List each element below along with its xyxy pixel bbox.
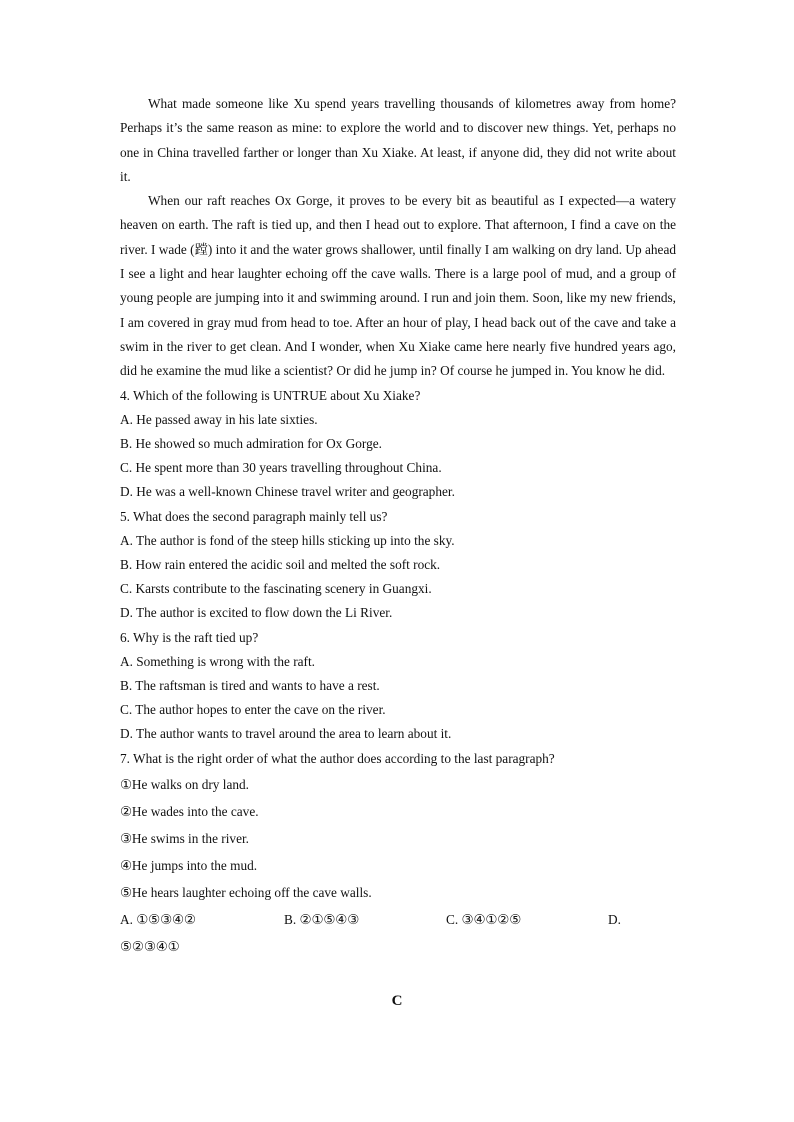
passage-paragraph-2: When our raft reaches Ox Gorge, it proves to be every bit as beautiful as I expected—a watery heaven on earth. The raft is tied up, and then I head out to explore. That afternoon, I find a cave on the river. I wade (蹚) into it and the water grows shallower, until finally I am walking on dry land. Up ahead I see a light and hear laughter echoing off the cave walls. There is a large pool of mud, and a group of young people are jumping into it and swimming around. I run and join them. Soon, like my new friends, I am covered in gray mud from head to toe. After an hour of play, I head back out of the cave and take a swim in the river to get clean. And I wonder, when Xu Xiake came here nearly five hundred years ago, did he examine the mud like a scientist? Or did he jump in? Of course he jumped in. You know he did.: [120, 193, 676, 379]
option-a: A. The author is fond of the steep hills sticking up into the sky.: [120, 532, 455, 548]
section-heading: C: [391, 993, 403, 1009]
answer-option-c: C. ③④①②⑤: [446, 912, 522, 928]
option-c: C. The author hopes to enter the cave on the river.: [120, 702, 386, 718]
question-5: [120, 505, 676, 626]
step-1: ①He walks on dry land.: [120, 776, 249, 792]
question-7: [120, 747, 676, 961]
step-4: ④He jumps into the mud.: [120, 858, 258, 874]
option-d: D. The author is excited to flow down the Li River.: [120, 605, 393, 621]
answer-option-d-label: D.: [608, 912, 621, 928]
option-b: B. The raftsman is tired and wants to have a rest.: [120, 678, 380, 693]
answer-option-b: B. ②①⑤④③: [284, 912, 360, 928]
question-stem: 5. What does the second paragraph mainly tell us?: [120, 508, 388, 524]
option-b: B. How rain entered the acidic soil and melted the soft rock.: [120, 556, 441, 572]
option-b: B. He showed so much admiration for Ox Gorge.: [120, 435, 382, 451]
option-c: C. Karsts contribute to the fascinating scenery in Guangxi.: [120, 581, 432, 597]
option-c: C. He spent more than 30 years travelling throughout China.: [120, 460, 442, 476]
step-2: ②He wades into the cave.: [120, 803, 259, 819]
question-4: [120, 384, 676, 505]
question-6: [120, 626, 676, 747]
step-list: [120, 771, 676, 906]
step-3: ③He swims in the river.: [120, 831, 249, 846]
step-5: ⑤He hears laughter echoing off the cave walls.: [120, 885, 372, 901]
question-stem: 7. What is the right order of what the author does according to the last paragraph?: [120, 750, 555, 766]
option-d: D. He was a well-known Chinese travel writer and geographer.: [120, 484, 455, 500]
answer-option-d-value: ⑤②③④①: [120, 939, 180, 955]
option-a: A. Something is wrong with the raft.: [120, 653, 315, 669]
passage-paragraph-1: What made someone like Xu spend years travelling thousands of kilometres away from home? Perhaps it’s the same reason as mine: to explore the world and to discover new things. Yet, perhaps no one in China travelled farther or longer than Xu Xiake. At least, if anyone did, they did not write about it.: [120, 96, 676, 184]
reading-content: [120, 92, 676, 960]
question-stem: 6. Why is the raft tied up?: [120, 629, 259, 645]
answer-options-row: [120, 906, 676, 933]
answer-option-a: A. ①⑤③④②: [120, 912, 196, 928]
question-stem: 4. Which of the following is UNTRUE about Xu Xiake?: [120, 387, 421, 403]
option-d: D. The author wants to travel around the area to learn about it.: [120, 726, 452, 742]
option-a: A. He passed away in his late sixties.: [120, 411, 318, 427]
